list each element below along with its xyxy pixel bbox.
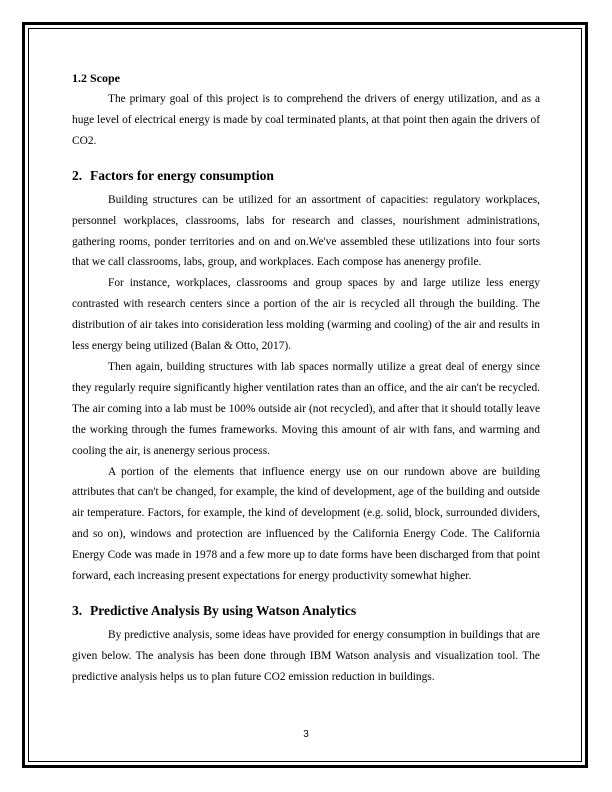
scope-paragraph-1: The primary goal of this project is to comprehend the drivers of energy utilization, and as a huge level of electrical energy is made by coal terminated plants, at that point then again the drivers of CO2. xyxy=(72,93,540,147)
document-body xyxy=(72,68,540,688)
section-number: 2. xyxy=(72,167,83,183)
section-title: Factors for energy consumption xyxy=(90,167,274,183)
section-number: 1.2 xyxy=(72,71,87,85)
page-number: 3 xyxy=(303,729,309,740)
factors-paragraph-3: Then again, building structures with lab spaces normally utilize a great deal of energy since they regularly require significantly higher ventilation rates than an office, and the air can't be recycled. The air coming into a lab must be 100% outside air (not recycled), and after that it should totally leave the working through the fumes frameworks. Moving this amount of air with fans, and warming and cooling the air, is anenergy serious process. xyxy=(72,360,540,457)
factors-paragraph-1: Building structures can be utilized for an assortment of capacities: regulatory workplaces, personnel workplaces, classrooms, labs for research and classes, nourishment administrations, gathering rooms, ponder territories and on and on.We've assembled these utilizations into four sorts that we call classrooms, labs, group, and workplaces. Each compose has anenergy profile. xyxy=(72,193,540,269)
factors-paragraph-4: A portion of the elements that influence energy use on our rundown above are building attributes that can't be changed, for example, the kind of development, age of the building and outside air temperature. Factors, for example, the kind of development (e.g. solid, block, surrounded dividers, and so on), windows and protection are influenced by the California Energy Code. The California Energy Code was made in 1978 and a few more up to date forms have been discharged from that point forward, each increasing present expectations for energy productivity somewhat higher. xyxy=(72,465,540,583)
factors-paragraph-2: For instance, workplaces, classrooms and group spaces by and large utilize less energy contrasted with research centers since a portion of the air is recycled all through the building. The distribution of air takes into consideration less molding (warming and cooling) of the air and results in less energy being utilized (Balan & Otto, 2017). xyxy=(72,277,540,353)
section-heading-factors xyxy=(72,165,540,187)
section-heading-scope xyxy=(72,68,540,89)
section-title: Scope xyxy=(90,71,120,85)
predictive-paragraph-1: By predictive analysis, some ideas have provided for energy consumption in buildings that are given below. The analysis has been done through IBM Watson analysis and visualization tool. The predictive analysis helps us to plan future CO2 emission reduction in buildings. xyxy=(72,628,540,683)
section-title: Predictive Analysis By using Watson Analytics xyxy=(90,602,357,618)
section-number: 3. xyxy=(72,602,83,618)
section-heading-predictive-analysis xyxy=(72,600,540,622)
